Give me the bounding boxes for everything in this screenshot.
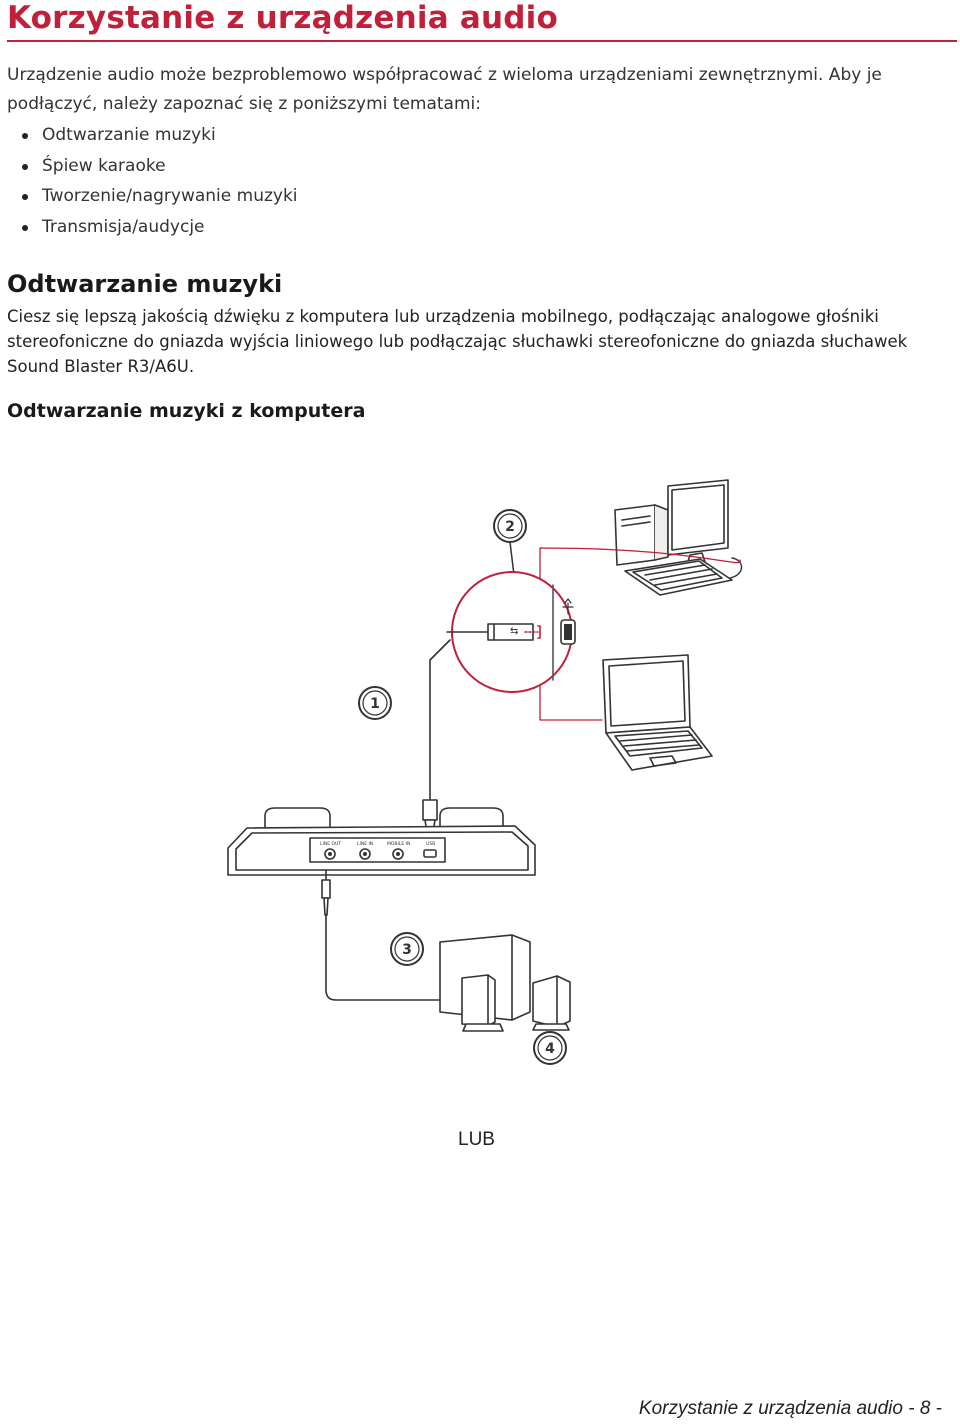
page-footer: Korzystanie z urządzenia audio - 8 - — [638, 1398, 942, 1419]
topic-label: Transmisja/audycje — [42, 216, 205, 237]
or-separator: LUB — [458, 1129, 495, 1150]
topic-label: Śpiew karaoke — [42, 155, 166, 176]
callout-number: 2 — [505, 519, 515, 535]
callout-number: 1 — [370, 696, 380, 712]
list-item — [22, 212, 298, 243]
port-label: USB — [426, 842, 436, 847]
speakers-icon — [440, 935, 570, 1031]
topic-label: Odtwarzanie muzyki — [42, 125, 216, 145]
list-item — [22, 181, 298, 212]
title-divider — [7, 40, 957, 42]
bullet-icon — [22, 225, 28, 231]
bullet-icon — [22, 164, 28, 170]
connection-diagram — [0, 440, 960, 1120]
topic-label: Tworzenie/nagrywanie muzyki — [42, 186, 298, 206]
subsection-heading: Odtwarzanie muzyki z komputera — [7, 400, 366, 422]
desktop-computer-icon — [615, 480, 742, 595]
topic-list — [22, 120, 298, 242]
port-label: MOBILE IN — [387, 842, 411, 847]
port-label: LINE OUT — [320, 842, 342, 847]
bullet-icon — [22, 194, 28, 200]
port-label: LINE IN — [357, 842, 374, 847]
list-item — [22, 151, 298, 182]
section-paragraph: Ciesz się lepszą jakością dźwięku z komputera lub urządzenia mobilnego, podłączając analogowe głośniki stereofoniczne do gniazda wyjścia liniowego lub podłączając słuchawki stereofoniczne do gniazda słuchawek Sound Blaster R3/A6U. — [7, 307, 908, 376]
svg-text:⇆: ⇆ — [510, 626, 519, 637]
laptop-icon — [603, 655, 712, 770]
list-item — [22, 120, 298, 151]
intro-paragraph: Urządzenie audio może bezproblemowo współpracować z wieloma urządzeniami zewnętrznymi. Aby je podłączyć, należy zapoznać się z poniższymi tematami: — [7, 65, 882, 114]
section-heading: Odtwarzanie muzyki — [7, 270, 283, 298]
usb-zoom-circle — [447, 572, 575, 692]
callout-number: 3 — [402, 942, 412, 958]
sound-blaster-device-icon — [228, 808, 535, 875]
page-title: Korzystanie z urządzenia audio — [7, 0, 558, 36]
callout-number: 4 — [545, 1041, 555, 1057]
bullet-icon — [22, 133, 28, 139]
